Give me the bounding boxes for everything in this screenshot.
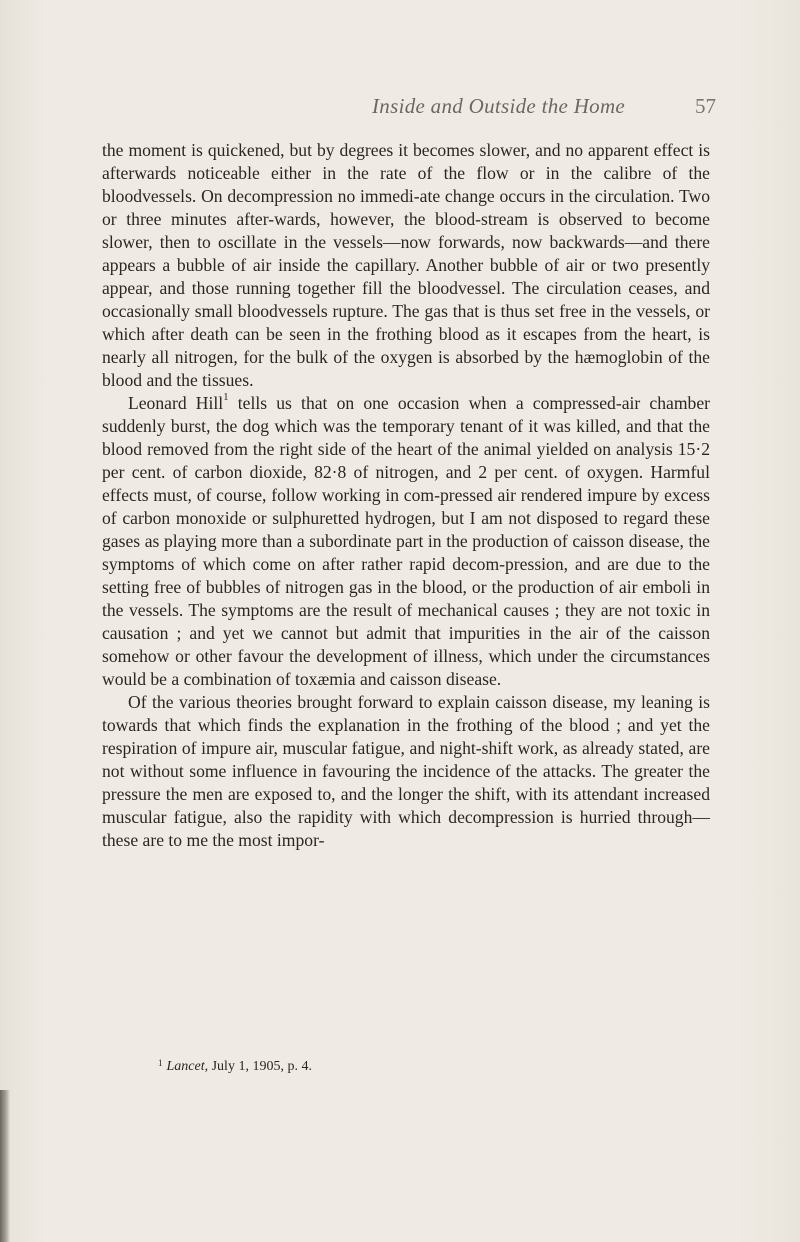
- footnote-source: Lancet: [166, 1059, 205, 1074]
- paragraph-3-text: Of the various theories brought forward to explain caisson disease, my leaning is towards that which finds the explanation in the frothing of the blood ; and yet the respiration of impure air, muscular fatigue, and night-shift work, as already stated, are not without some influence in favouring the incidence of the attacks. The greater the pressure the men are exposed to, and the longer the shift, with its attendant increased muscular fatigue, also the rapidity with which decompression is hurried through—these are to me the most impor-: [102, 692, 710, 850]
- body-text: [102, 139, 710, 852]
- running-title: Inside and Outside the Home: [372, 94, 626, 118]
- footnote-details: , July 1, 1905, p. 4.: [204, 1059, 312, 1074]
- paragraph-2-text-start: Leonard Hill: [128, 393, 224, 413]
- paragraph-1-text: the moment is quickened, but by degrees it becomes slower, and no apparent effect is afterwards noticeable either in the rate of the flow or in the calibre of the bloodvessels. On decompression no immedi-ate change occurs in the circulation. Two or three minutes after-wards, however, the blood-stream is observed to become slower, then to oscillate in the vessels—now forwards, now backwards—and there appears a bubble of air inside the capillary. Another bubble of air or two presently appear, and those running together fill the bloodvessel. The circulation ceases, and occasionally small bloodvessels rupture. The gas that is thus set free in the vessels, or which after death can be seen in the frothing blood as it escapes from the heart, is nearly all nitrogen, for the bulk of the oxygen is absorbed by the hæmoglobin of the blood and the tissues.: [102, 140, 710, 390]
- footnote-reference: 1: [223, 391, 229, 404]
- paragraph-3: [102, 691, 710, 852]
- footnote: [102, 1058, 710, 1076]
- paragraph-2: [102, 392, 710, 691]
- paragraph-2-text-rest: tells us that on one occasion when a compressed-air chamber suddenly burst, the dog which was the temporary tenant of it was killed, and that the blood removed from the right side of the heart of the animal yielded on analysis 15·2 per cent. of carbon dioxide, 82·8 of nitrogen, and 2 per cent. of oxygen. Harmful effects must, of course, follow working in com-pressed air rendered impure by excess of carbon monoxide or sulphuretted hydrogen, but I am not disposed to regard these gases as playing more than a subordinate part in the production of caisson disease, the symptoms of which come on after rather rapid decom-pression, and are due to the setting free of bubbles of nitrogen gas in the blood, or the production of air emboli in the vessels. The symptoms are the result of mechanical causes ; they are not toxic in causation ; and yet we cannot but admit that impurities in the air of the caisson somehow or other favour the development of illness, which under the circumstances would be a combination of toxæmia and caisson disease.: [102, 393, 710, 689]
- page-number: 57: [695, 94, 716, 118]
- running-head: [0, 94, 800, 124]
- paragraph-1: [102, 139, 710, 392]
- footnote-mark: 1: [158, 1058, 163, 1068]
- page-edge-shadow: [0, 1090, 10, 1242]
